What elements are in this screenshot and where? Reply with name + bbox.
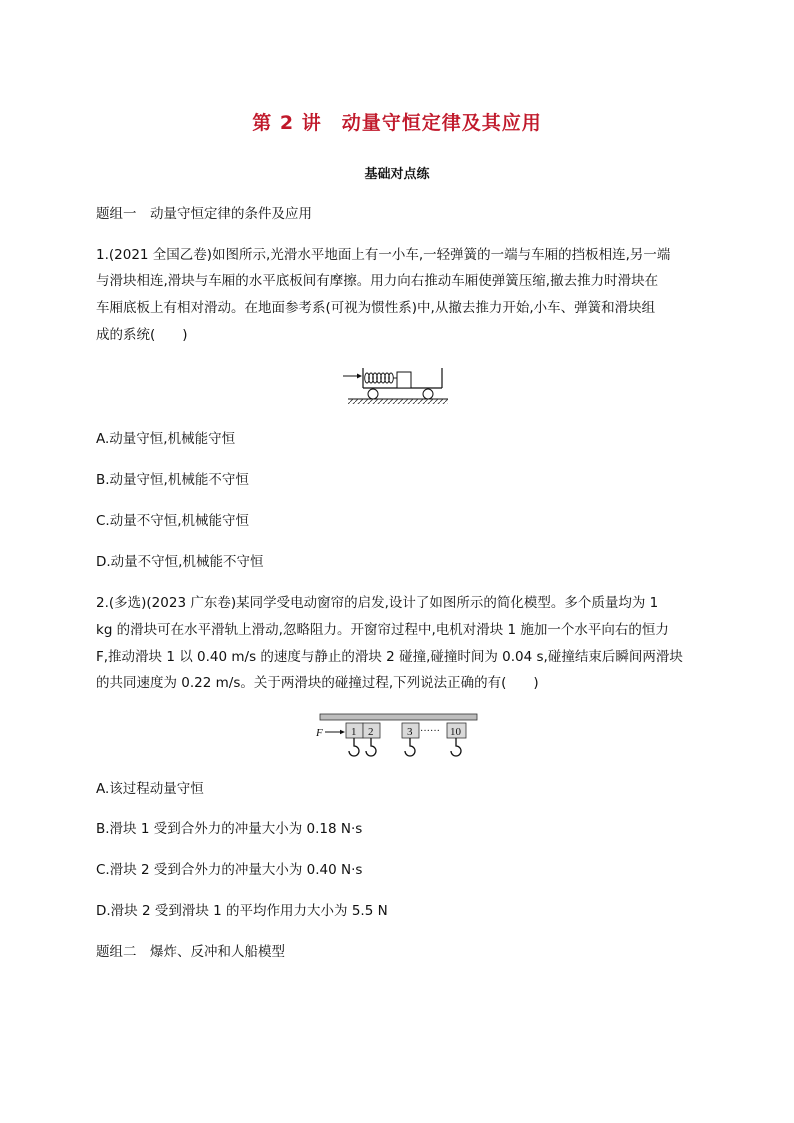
- ellipsis-label: ······: [420, 726, 440, 737]
- hook-1-icon: [349, 738, 359, 756]
- q1-option-d: D.动量不守恒,机械能不守恒: [96, 554, 264, 570]
- q2-option-c: C.滑块 2 受到合外力的冲量大小为 0.40 N·s: [96, 862, 363, 878]
- block-10-label: 10: [450, 726, 461, 738]
- hook-10-icon: [451, 738, 461, 756]
- force-label: F: [316, 727, 323, 739]
- hook-2-icon: [366, 738, 376, 756]
- page-title: 第 2 讲 动量守恒定律及其应用: [252, 112, 542, 134]
- q1-option-c: C.动量不守恒,机械能守恒: [96, 513, 250, 529]
- hook-3-icon: [405, 738, 415, 756]
- group-heading-2: 题组二 爆炸、反冲和人船模型: [96, 944, 285, 960]
- q2-slider-figure: [312, 710, 482, 762]
- slider-block: [397, 372, 411, 388]
- q1-line-3: 车厢底板上有相对滑动。在地面参考系(可视为惯性系)中,从撤去推力开始,小车、弹簧和滑块组: [96, 300, 656, 316]
- section-subtitle: 基础对点练: [364, 167, 430, 182]
- q2-line-4: 的共同速度为 0.22 m/s。关于两滑块的碰撞过程,下列说法正确的有( ): [96, 675, 539, 691]
- group-heading-1: 题组一 动量守恒定律的条件及应用: [96, 206, 312, 222]
- block-3-label: 3: [407, 726, 413, 738]
- q2-line-3: F,推动滑块 1 以 0.40 m/s 的速度与静止的滑块 2 碰撞,碰撞时间为 0.04 s,碰撞结束后瞬间两滑块: [96, 649, 683, 665]
- q1-option-b: B.动量守恒,机械能不守恒: [96, 472, 249, 488]
- q2-option-d: D.滑块 2 受到滑块 1 的平均作用力大小为 5.5 N: [96, 903, 388, 919]
- q2-line-2: kg 的滑块可在水平滑轨上滑动,忽略阻力。开窗帘过程中,电机对滑块 1 施加一个水平向右的恒力: [96, 622, 669, 638]
- block-2-label: 2: [368, 726, 374, 738]
- q1-line-4: 成的系统( ): [96, 327, 188, 343]
- q2-line-1: 2.(多选)(2023 广东卷)某同学受电动窗帘的启发,设计了如图所示的简化模型。多个质量均为 1: [96, 595, 659, 611]
- q1-line-2: 与滑块相连,滑块与车厢的水平底板间有摩擦。用力向右推动车厢使弹簧压缩,撤去推力时滑块在: [96, 273, 659, 289]
- wheel-left: [368, 389, 378, 399]
- wheel-right: [423, 389, 433, 399]
- q2-option-a: A.该过程动量守恒: [96, 781, 204, 797]
- spring-icon: [365, 373, 397, 383]
- block-1-label: 1: [351, 726, 357, 738]
- q1-option-a: A.动量守恒,机械能守恒: [96, 431, 236, 447]
- q2-option-b: B.滑块 1 受到合外力的冲量大小为 0.18 N·s: [96, 821, 363, 837]
- q1-line-1: 1.(2021 全国乙卷)如图所示,光滑水平地面上有一小车,一轻弹簧的一端与车厢的挡板相连,另一端: [96, 247, 671, 263]
- slide-rail: [320, 714, 477, 720]
- q1-cart-figure: [340, 362, 452, 408]
